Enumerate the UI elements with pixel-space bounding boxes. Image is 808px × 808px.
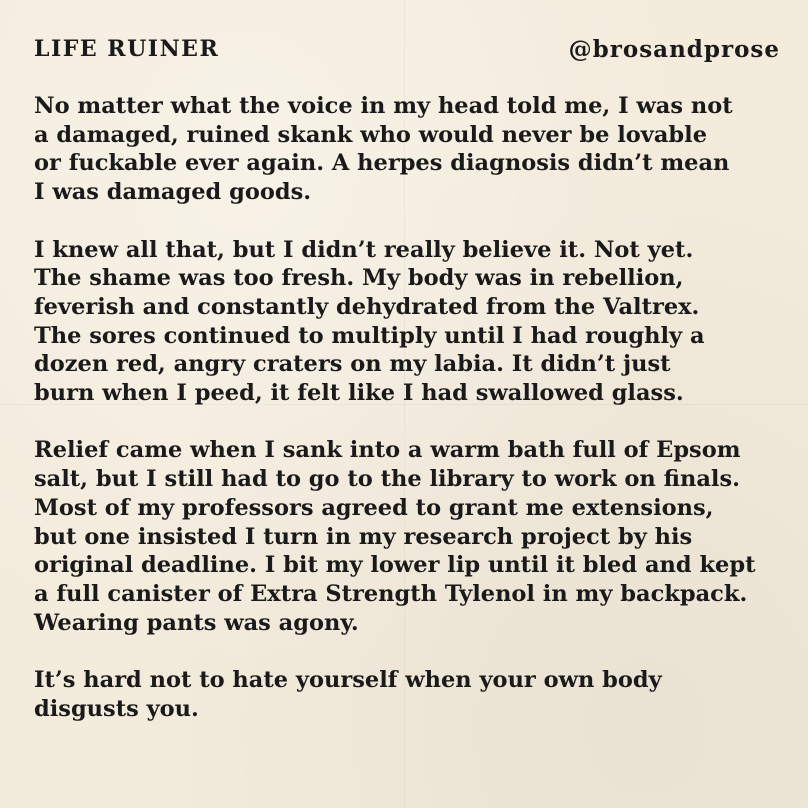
page-title: LIFE RUINER	[34, 36, 220, 62]
author-handle: @brosandprose	[568, 36, 780, 63]
paragraph-4: It’s hard not to hate yourself when your own body disgusts you.	[34, 667, 662, 722]
paragraph-3: Relief came when I sank into a warm bath full of Epsom salt, but I still had to go to the library to work on finals. Most of my professors agreed to grant me extensions, but one insisted I turn in my research project by his original deadline. I bit my lower lip until it bled and kept a full canister of Extra Strength Tylenol in my backpack. Wearing pants was agony.	[34, 437, 756, 636]
paragraph-2: I knew all that, but I didn’t really believe it. Not yet. The shame was too fresh. My body was in rebellion, feverish and constantly dehydrated from the Valtrex. The sores continued to multiply until I had roughly a dozen red, angry craters on my labia. It didn’t just burn when I peed, it felt like I had swallowed glass.	[34, 236, 705, 407]
paragraph-1: No matter what the voice in my head told me, I was not a damaged, ruined skank who would never be lovable or fuckable ever again. A herpes diagnosis didn’t mean I was damaged goods.	[34, 93, 733, 206]
header	[34, 36, 780, 66]
story-body	[34, 92, 784, 752]
